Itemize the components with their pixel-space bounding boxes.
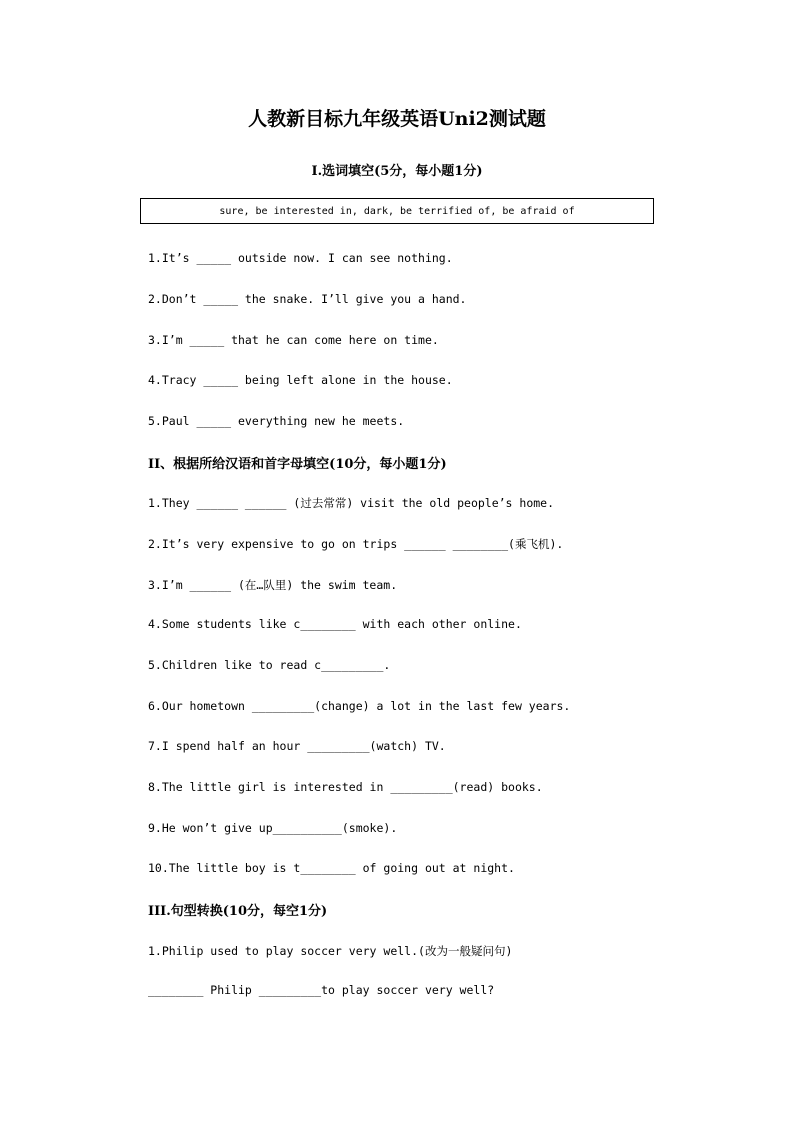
question-item: 10.The little boy is t________ of going out at night. <box>148 861 515 875</box>
question-item: 9.He won’t give up__________(smoke). <box>148 821 398 835</box>
question-item: 7.I spend half an hour _________(watch) TV. <box>148 739 446 753</box>
question-item: 1.It’s _____ outside now. I can see nothing. <box>148 251 453 265</box>
question-item: 2.It’s very expensive to go on trips ______ ________(乘飞机). <box>148 537 564 551</box>
question-item: 8.The little girl is interested in _________(read) books. <box>148 780 543 794</box>
question-item: 5.Children like to read c_________. <box>148 658 391 672</box>
section-3-title: III.句型转换(10分，每空1分) <box>148 904 328 919</box>
word-bank-box: sure, be interested in, dark, be terrified of, be afraid of <box>140 198 654 224</box>
question-item: 1.They ______ ______ (过去常常) visit the old people’s home. <box>148 496 555 510</box>
question-item: 1.Philip used to play soccer very well.(改为一般疑问句) <box>148 944 513 958</box>
question-item: 4.Tracy _____ being left alone in the house. <box>148 373 453 387</box>
section-2-title: II、根据所给汉语和首字母填空(10分，每小题1分) <box>148 457 447 472</box>
page-title: 人教新目标九年级英语Uni2测试题 <box>248 108 546 130</box>
question-item: 3.I’m ______ (在…队里) the swim team. <box>148 578 398 592</box>
answer-line: ________ Philip _________to play soccer very well? <box>148 983 495 997</box>
question-item: 6.Our hometown _________(change) a lot in the last few years. <box>148 699 571 713</box>
section-1-title: I.选词填空(5分，每小题1分) <box>311 164 483 179</box>
question-item: 5.Paul _____ everything new he meets. <box>148 414 405 428</box>
question-item: 4.Some students like c________ with each other online. <box>148 617 522 631</box>
question-item: 2.Don’t _____ the snake. I’ll give you a hand. <box>148 292 467 306</box>
question-item: 3.I’m _____ that he can come here on time. <box>148 333 439 347</box>
